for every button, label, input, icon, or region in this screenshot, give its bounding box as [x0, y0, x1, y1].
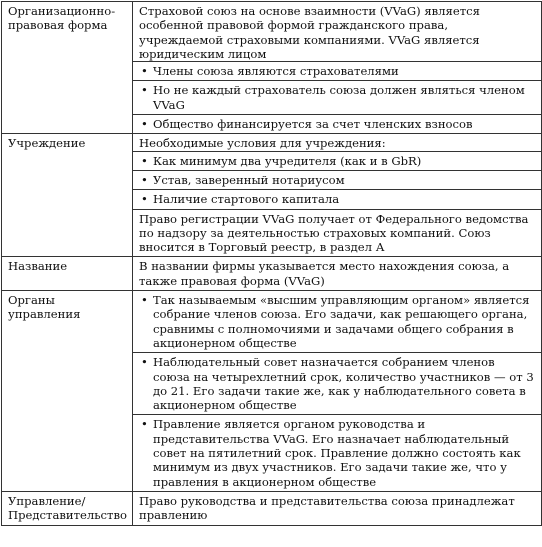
legal-form-table — [1, 1, 542, 526]
bullet-text: • Члены союза являются страхователями — [139, 64, 535, 78]
row-label — [2, 257, 133, 291]
row-content — [133, 257, 542, 291]
row-intro-text: Необходимые условия для учреждения: — [139, 136, 386, 151]
bullet-item — [133, 189, 541, 208]
row-outro-block — [133, 209, 541, 255]
row-content — [133, 2, 542, 134]
row-intro-text: Страховой союз на основе взаимности (VVaG) является особенной правовой формой гражданского права, учреждаемой страховыми компаниями. VVaG является юридическим лицом — [139, 4, 480, 61]
table-row-governing-bodies — [2, 291, 542, 492]
row-content — [133, 491, 542, 525]
table-row-legal-form — [2, 2, 542, 134]
row-label-text: Название — [8, 259, 68, 274]
bullet-text: • Наличие стартового капитала — [139, 192, 535, 206]
bullet-item — [139, 293, 535, 352]
row-label — [2, 491, 133, 525]
row-label — [2, 291, 133, 492]
bullet-text: • Как минимум два учредителя (как и в GbR) — [139, 154, 535, 168]
row-label-text: Организационно- правовая форма — [8, 4, 116, 33]
row-outro-text: Право регистрации VVaG получает от Федерального ведомства по надзору за деятельностью страховых компаний. Союз вносится в Торговый реестр, в раздел А — [139, 211, 529, 255]
bullet-item — [133, 61, 541, 80]
row-content — [133, 291, 542, 492]
table-row-founding — [2, 134, 542, 257]
bullet-text: • Общество финансируется за счет членских взносов — [139, 117, 535, 131]
row-label — [2, 134, 133, 257]
bullet-text: • Но не каждый страхователь союза должен являться членом VVaG — [139, 83, 535, 112]
row-label-text: Управление/ Представительство — [8, 493, 127, 523]
bullet-item — [133, 151, 541, 170]
row-intro-text: В названии фирмы указывается место нахождения союза, а также правовая форма (VVaG) — [139, 259, 510, 288]
bullet-item — [133, 80, 541, 114]
row-content — [133, 134, 542, 257]
bullet-text: • Так называемым «высшим управляющим органом» является собрание членов союза. Его задачи, как решающего органа, сравнимы с полномочиями и задачами общего собрания в акционерном обществе — [139, 293, 535, 350]
bullet-item — [133, 414, 541, 488]
bullet-item — [133, 170, 541, 189]
row-intro-text: Право руководства и представительства союза принадлежат правлению — [139, 493, 515, 523]
row-label-text: Органы управления — [8, 293, 81, 322]
bullet-text: • Наблюдательный совет назначается собранием членов союза на четырехлетний срок, количество участников — от 3 до 21. Его задачи такие же, как у наблюдательного совета в акционерном обществе — [139, 355, 535, 412]
bullet-text: • Правление является органом руководства и представительства VVaG. Его назначает наблюдательный совет на пятилетний срок. Правление должно состоять как минимум из двух участников. Его задачи такие же, что у правления в акционерном обществе — [139, 417, 535, 488]
bullet-item — [133, 114, 541, 131]
row-label-text: Учреждение — [8, 136, 86, 151]
row-label — [2, 2, 133, 134]
bullet-text: • Устав, заверенный нотариусом — [139, 173, 535, 187]
bullet-item — [133, 352, 541, 414]
table-row-management — [2, 491, 542, 525]
table-row-name — [2, 257, 542, 291]
